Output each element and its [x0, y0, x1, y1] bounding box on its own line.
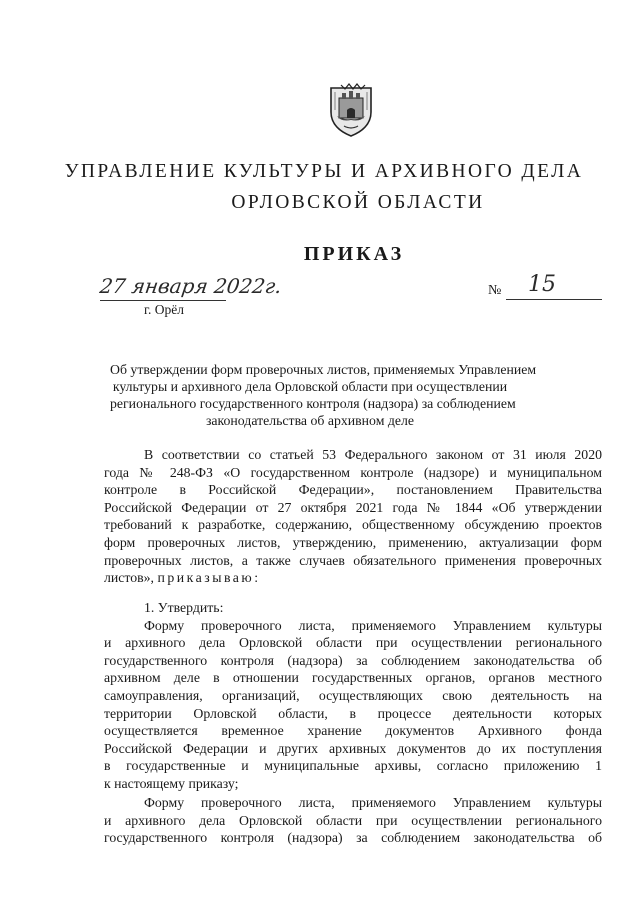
date-underline [100, 300, 226, 301]
item-1-line: и архивного дела Орловской области при осуществлении регионального [104, 635, 602, 651]
item-1-heading: 1. Утвердить: [144, 600, 224, 615]
preamble-last-line [104, 569, 602, 587]
item-1-line: территории Орловской области, в процессе деятельности которых [104, 705, 602, 721]
item-2-line: государственного контроля (надзора) за соблюдением законодательства об [104, 830, 602, 846]
preamble-line: проверочных листов, а также случаев обязательного применения проверочных [104, 552, 602, 568]
handwritten-date: 27 января 2022г. [98, 274, 284, 298]
item-1-line: осуществляется временное хранение документов Архивного фонда [104, 723, 602, 739]
preamble-line: форм проверочных листов, утверждению, применению, актуализации форм [104, 534, 602, 550]
preamble-line: Российской Федерации от 27 октября 2021 года № 1844 «Об утверждении [104, 499, 602, 515]
number-underline [506, 299, 602, 300]
preamble-paragraph [104, 446, 602, 587]
item-2-line: Форму проверочного листа, применяемого Управлением культуры [144, 795, 602, 810]
city-label: г. Орёл [144, 302, 184, 317]
subject-line: регионального государственного контроля (надзора) за соблюдением [110, 396, 516, 411]
preamble-last-prefix: листов», [104, 570, 155, 586]
subject-line: законодательства об архивном деле [205, 413, 415, 428]
item-1-line: к настоящему приказу; [104, 775, 239, 791]
coat-of-arms-emblem [327, 82, 375, 138]
item-1-line: Форму проверочного листа, применяемого Управлением культуры [144, 617, 602, 633]
preamble-line: года № 248-ФЗ «О государственном контроле (надзоре) и муниципальном [104, 464, 602, 480]
item-1-line: самоуправления, организаций, осуществляющих свою деятельность на [104, 687, 602, 703]
subject-line: культуры и архивного дела Орловской области при осуществлении [112, 379, 508, 394]
item-1-line: архивном деле в отношении государственных органов, органов местного [104, 670, 602, 686]
document-type-title: ПРИКАЗ [303, 243, 405, 265]
subject-line: Об утверждении форм проверочных листов, применяемых Управлением [110, 362, 537, 377]
item-1-line: государственного контроля (надзора) за соблюдением законодательства об [104, 652, 602, 668]
preamble-line: требований к разработке, содержанию, общественному обсуждению проектов [104, 517, 602, 533]
item-2-line: и архивного дела Орловской области при осуществлении регионального [104, 812, 602, 828]
order-directive-word: приказываю: [157, 570, 261, 586]
order-subject [110, 361, 537, 429]
preamble-line: контроле в Российской Федерации», постановлением Правительства [104, 482, 602, 498]
order-number-handwritten: 15 [528, 272, 556, 297]
item-1-line: в государственные и муниципальные архивы, согласно приложению 1 [104, 758, 602, 774]
item-1-section [104, 599, 602, 793]
organization-name-line-1: УПРАВЛЕНИЕ КУЛЬТУРЫ И АРХИВНОГО ДЕЛА [64, 161, 584, 182]
item-1-line: Российской Федерации и других архивных документов до их поступления [104, 740, 602, 756]
preamble-line: В соответствии со статьей 53 Федерального законом от 31 июля 2020 [144, 447, 602, 462]
item-1-second-form [104, 794, 602, 847]
order-number-label: № [488, 283, 502, 298]
organization-name-line-2: ОРЛОВСКОЙ ОБЛАСТИ [231, 192, 485, 213]
